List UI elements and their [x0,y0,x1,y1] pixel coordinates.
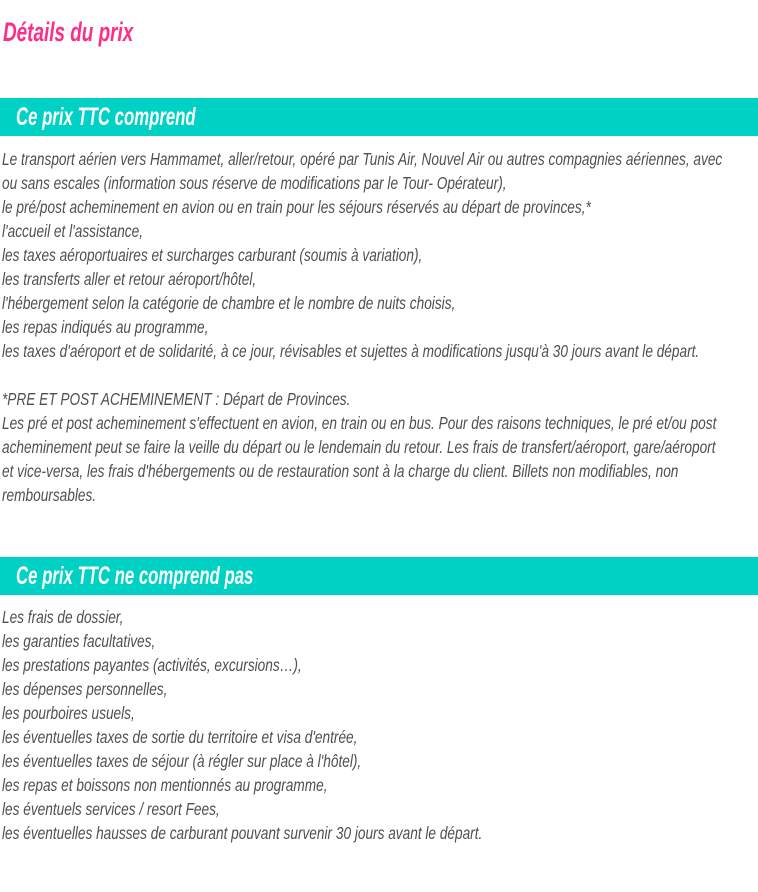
text-line: les taxes aéroportuaires et surcharges carburant (soumis à variation), [2,245,423,265]
text-line: les dépenses personnelles, [2,679,168,699]
section-price-excludes [2,605,758,845]
text-line: les repas et boissons non mentionnés au programme, [2,775,328,795]
text-line: les prestations payantes (activités, excursions…), [2,655,302,675]
banner-heading-excludes: Ce prix TTC ne comprend pas [16,561,254,590]
text-line: les garanties facultatives, [2,631,156,651]
text-line: l'accueil et l'assistance, [2,221,144,241]
blank-line [2,363,592,387]
banner-price-includes [0,98,758,136]
text-line: le pré/post acheminement en avion ou en train pour les séjours réservés au départ de provinces,* [2,197,591,217]
section-price-includes [2,147,758,507]
banner-price-excludes [0,557,758,595]
text-line: les transferts aller et retour aéroport/hôtel, [2,269,257,289]
page-title: Détails du prix [3,17,134,47]
text-line: Les frais de dossier, [2,607,124,627]
text-line: Les pré et post acheminement s'effectuent en avion, en train ou en bus. Pour des raisons techniques, le pré et/ou post [2,413,717,433]
text-line: et vice-versa, les frais d'hébergements ou de restauration sont à la charge du client. Billets non modifiables, non [2,461,679,481]
text-line: les pourboires usuels, [2,703,135,723]
text-line: les éventuelles taxes de sortie du territoire et visa d'entrée, [2,727,358,747]
text-line: les éventuelles hausses de carburant pouvant survenir 30 jours avant le départ. [2,823,483,843]
text-line: Le transport aérien vers Hammamet, aller/retour, opéré par Tunis Air, Nouvel Air ou autres compagnies aériennes, avec [2,149,723,169]
text-line: l'hébergement selon la catégorie de chambre et le nombre de nuits choisis, [2,293,456,313]
text-line: les éventuelles taxes de séjour (à régler sur place à l'hôtel), [2,751,362,771]
text-line: les éventuels services / resort Fees, [2,799,220,819]
text-line: les taxes d'aéroport et de solidarité, à ce jour, révisables et sujettes à modifications jusqu'à 30 jours avant le départ. [2,341,700,361]
text-line: acheminement peut se faire la veille du départ ou le lendemain du retour. Les frais de transfert/aéroport, gare/aéroport [2,437,716,457]
banner-heading-includes: Ce prix TTC comprend [16,102,196,131]
text-line: les repas indiqués au programme, [2,317,209,337]
text-line: ou sans escales (information sous réserve de modifications par le Tour- Opérateur), [2,173,507,193]
text-line: *PRE ET POST ACHEMINEMENT : Départ de Provinces. [2,389,351,409]
text-line: remboursables. [2,485,97,505]
